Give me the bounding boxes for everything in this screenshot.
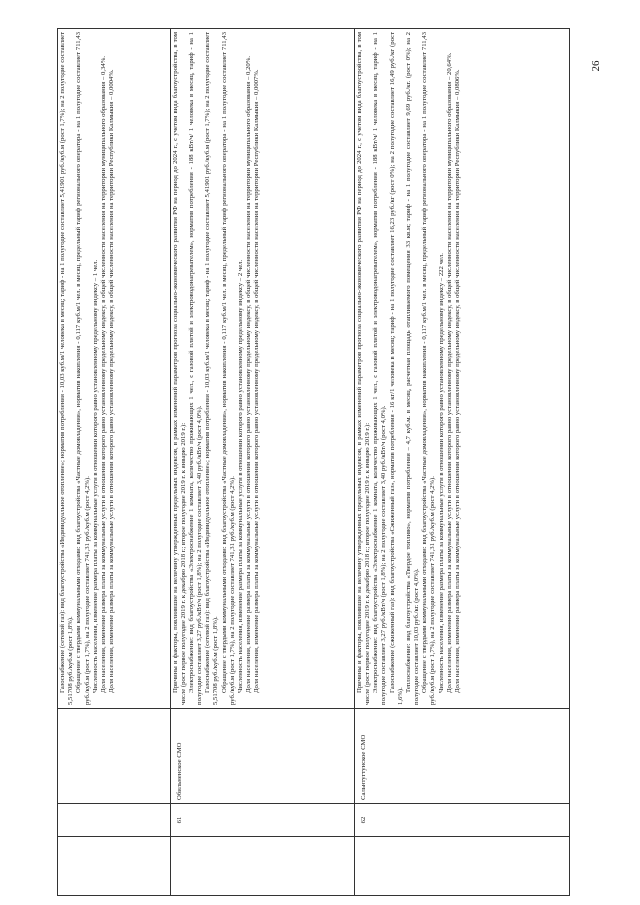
rotated-table-region (57, 28, 570, 896)
blank-column-cell (170, 837, 354, 896)
tariff-table (57, 28, 570, 896)
paragraph: Электроснабжение: вид благоустройства «Электроснабжение 1 комната, количество проживающих 1 чел., с газовой плитой и электроводонагревателем», норматив потребления - 188 кВт/ч/ 1 человека в месяц, тариф - на 1 полугодие составляет 3,27 руб./кВт/ч (рост 1,8%); на 2 полугодие составляет 3,40 руб./кВт/ч (рост 4,0%). (372, 32, 388, 705)
paragraph: Численность населения, изменение размера платы за коммунальные услуги в отношении которого равно установленному предельному индексу – 2 чел. (237, 259, 244, 693)
page-number: 26 (590, 60, 602, 72)
table-row (354, 29, 569, 896)
municipality-name-cell (58, 709, 171, 804)
blank-column-cell (58, 837, 171, 896)
municipality-name-cell: Сальнтугтунское СМО (354, 709, 569, 804)
table-row (170, 29, 354, 896)
description-cell (58, 29, 171, 709)
paragraph: Доля населения, изменение размера платы за коммунальные услуги в отношении которого равно установленному предельному индексу, в общей численности населения на территории Республики Калмыкия – 0,0004%. (108, 69, 116, 693)
paragraph: Газоснабжение (сетевой газ): вид благоустройства «Индивидуальное отопление»; норматив потребления - 10,03 куб.м/1 человека в месяц; тариф - на 1 полугодие составляет 5,41901 руб./куб.м (рост 1,7%); на 2 полугодие составляет 5,51708 руб./куб.м (рост 1,8%). (59, 32, 75, 705)
table-row (58, 29, 171, 896)
paragraph: Причины и факторы, повлиявшие на величину утвержденных предельных индексов, в рамках изменений параметров прогноза социально-экономического развития РФ на период до 2024 г., с учетом вида благоустройства, в том числе (рост первое полугодие 2019 г. к декабрю 2018 г.; второе полугодие 2019 г. к январю 2019 г.): (171, 32, 187, 705)
paragraph: Доля населения, изменение размера платы за коммунальные услуги в отношении которого равно установленному предельному индексу, в общей численности населения на территории муниципального образования – 0,20%. (245, 55, 253, 693)
row-number-cell: 62 (354, 804, 569, 837)
paragraph: Обращение с твердыми коммунальными отходами: вид благоустройства «Частные домовладения», норматив накопления - 0,117 куб.м/1 чел. в месяц, предельный тариф регионального оператора - на 1 полугодие составляет 711,43 руб./куб.м (рост 1,7%), на 2 полугодие составляет 741,31 руб./куб.м (рост 4,2%). (220, 32, 236, 705)
description-cell (354, 29, 569, 709)
row-number-cell: 61 (170, 804, 354, 837)
paragraph: Доля населения, изменение размера платы за коммунальные услуги в отношении которого равно установленному предельному индексу, в общей численности населения на территории Республики Калмыкия – 0,0806%. (454, 69, 461, 693)
description-cell (170, 29, 354, 709)
paragraph: Газоснабжение (сетевой газ): вид благоустройства «Индивидуальное отопление»; норматив потребления - 10,03 куб.м/1 человека в месяц; тариф - на 1 полугодие составляет 5,41901 руб./куб.м (рост 1,7%); на 2 полугодие составляет 5,51708 руб./куб.м (рост 1,8%). (204, 32, 220, 705)
paragraph: Доля населения, изменение размера платы за коммунальные услуги в отношении которого равно установленному предельному индексу, в общей численности населения на территории муниципального образования – 20,64%. (445, 52, 453, 693)
paragraph: Доля населения, изменение размера платы за коммунальные услуги в отношении которого равно установленному предельному индексу, в общей численности населения на территории муниципального образования – 0,34%. (99, 55, 107, 693)
paragraph: Доля населения, изменение размера платы за коммунальные услуги в отношении которого равно установленному предельному индексу, в общей численности населения на территории Республики Калмыкия – 0,0007%. (253, 69, 261, 693)
paragraph: Обращение с твердыми коммунальными отходами: вид благоустройства «Частные домовладения», норматив накопления - 0,117 куб.м/1 чел. в месяц, предельный тариф регионального оператора - на 1 полугодие составляет 711,43 руб./куб.м (рост 1,7%), на 2 полугодие составляет 741,31 руб./куб.м (рост 4,2%). (75, 32, 91, 705)
paragraph: Численность населения, изменение размера платы за коммунальные услуги в отношении которого равно установленному предельному индексу – 222 чел. (437, 253, 445, 693)
paragraph: Электроснабжение: вид благоустройства «Электроснабжение 1 комната, количество проживающих 1 чел., с газовой плитой и электроводонагревателем», норматив потребления - 188 кВт/ч/ 1 человека в месяц, тариф - на 1 полугодие составляет 3,27 руб./кВт/ч (рост 1,8%); на 2 полугодие составляет 3,40 руб./кВт/ч (рост 4,0%). (187, 32, 204, 705)
paragraph: Причины и факторы, повлиявшие на величину утвержденных предельных индексов, в рамках изменений параметров прогноза социально-экономического развития РФ на период до 2024 г., с учетом вида благоустройства, в том числе (рост первое полугодие 2019 г. к декабрю 2018 г.; второе полугодие 2019 г. к январю 2019 г.): (355, 32, 372, 705)
row-number-cell (58, 804, 171, 837)
paragraph: Газоснабжение (сжиженный газ): вид благоустройства «Сжиженный газ», норматив потребления - 16 кг/1 человека в месяц; тариф - на 1 полугодие составляет 16,23 руб./кг (рост 0%); на 2 полугодие составляет 16,49 руб./кг (рост 1,6%). (388, 32, 404, 705)
paragraph: Обращение с твердыми коммунальными отходами: вид благоустройства «Частные домовладения», норматив накопления - 0,117 куб.м/1 чел. в месяц, предельный тариф регионального оператора - на 1 полугодие составляет 711,43 руб./куб.м (рост 1,7%), на 2 полугодие составляет 741,31 руб./куб.м (рост 4,2%). (421, 32, 437, 705)
municipality-name-cell: Обильненское СМО (170, 709, 354, 804)
paragraph: Теплоснабжение: вид благоустройства «Твердое топливо», норматив потребления – 4,7 куб.м. в месяц, расчетная площадь отапливаемого помещения 33 кв.м; тариф - на 1 полугодие составляет 9,69 руб./кг. (рост 0%); на 2 полугодие составляет 10,03 руб./кг. (рост 4,0%). (404, 32, 421, 705)
blank-column-cell (354, 837, 569, 896)
paragraph: Численность населения, изменение размера платы за коммунальные услуги в отношении которого равно установленному предельному индексу – 1 чел. (91, 259, 99, 693)
